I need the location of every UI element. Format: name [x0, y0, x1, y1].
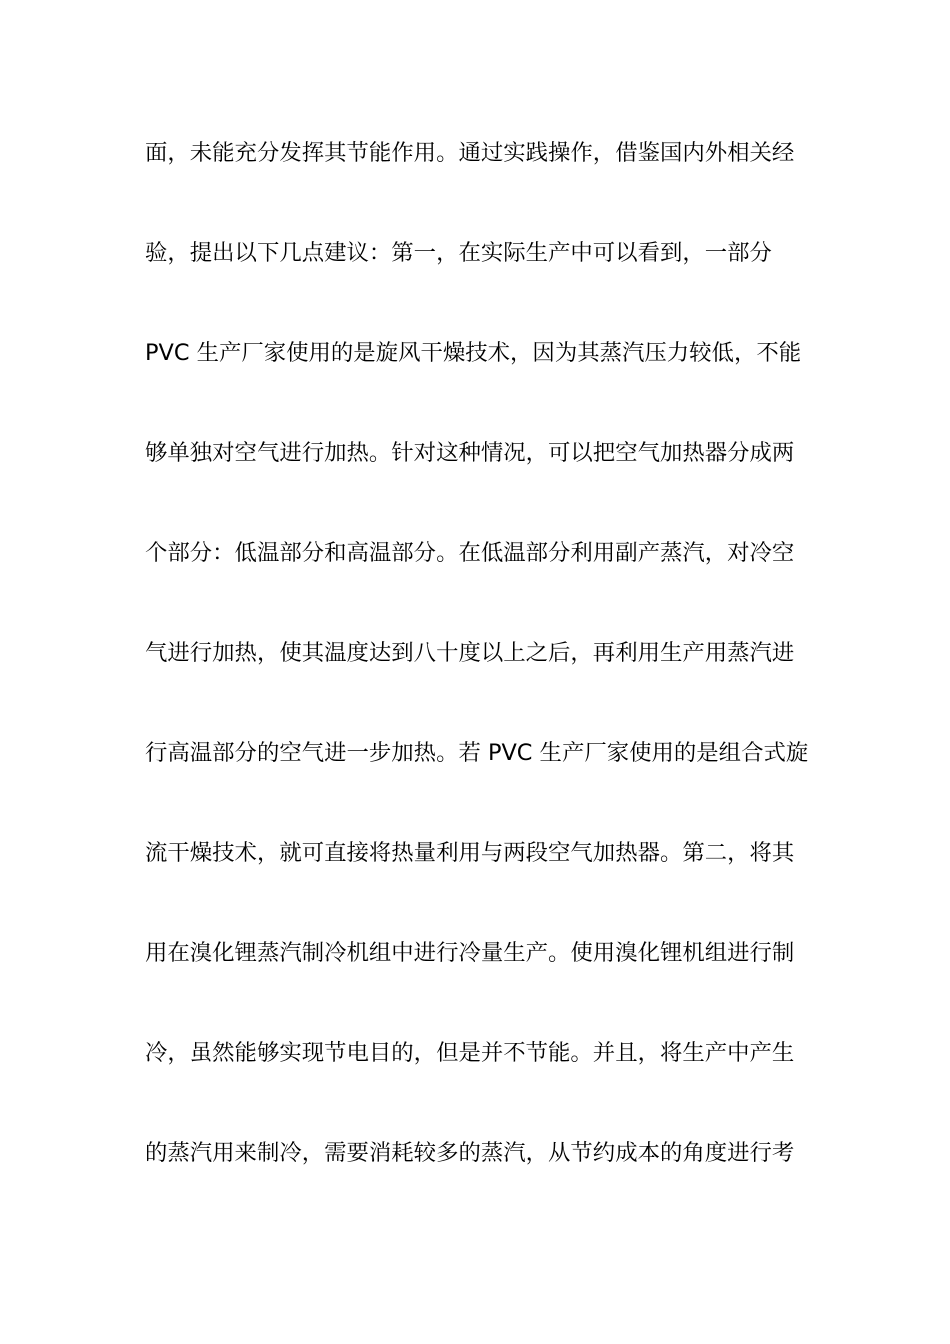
text-line-3: PVC 生产厂家使用的是旋风干燥技术，因为其蒸汽压力较低，不能 — [145, 340, 802, 366]
text-line-11: 的蒸汽用来制冷，需要消耗较多的蒸汽，从节约成本的角度进行考 — [145, 1140, 795, 1166]
text-line-8: 流干燥技术，就可直接将热量利用与两段空气加热器。第二，将其 — [145, 840, 795, 866]
text-line-9: 用在溴化锂蒸汽制冷机组中进行冷量生产。使用溴化锂机组进行制 — [145, 940, 795, 966]
text-line-4: 够单独对空气进行加热。针对这种情况，可以把空气加热器分成两 — [145, 440, 795, 466]
text-line-5: 个部分：低温部分和高温部分。在低温部分利用副产蒸汽，对冷空 — [145, 540, 795, 566]
text-line-10: 冷，虽然能够实现节电目的，但是并不节能。并且，将生产中产生 — [145, 1040, 795, 1066]
text-line-2: 验，提出以下几点建议：第一，在实际生产中可以看到，一部分 — [145, 240, 772, 266]
text-line-7: 行高温部分的空气进一步加热。若 PVC 生产厂家使用的是组合式旋 — [145, 740, 809, 766]
text-line-6: 气进行加热，使其温度达到八十度以上之后，再利用生产用蒸汽进 — [145, 640, 795, 666]
body-text — [145, 128, 825, 1228]
text-line-1: 面，未能充分发挥其节能作用。通过实践操作，借鉴国内外相关经 — [145, 140, 795, 166]
